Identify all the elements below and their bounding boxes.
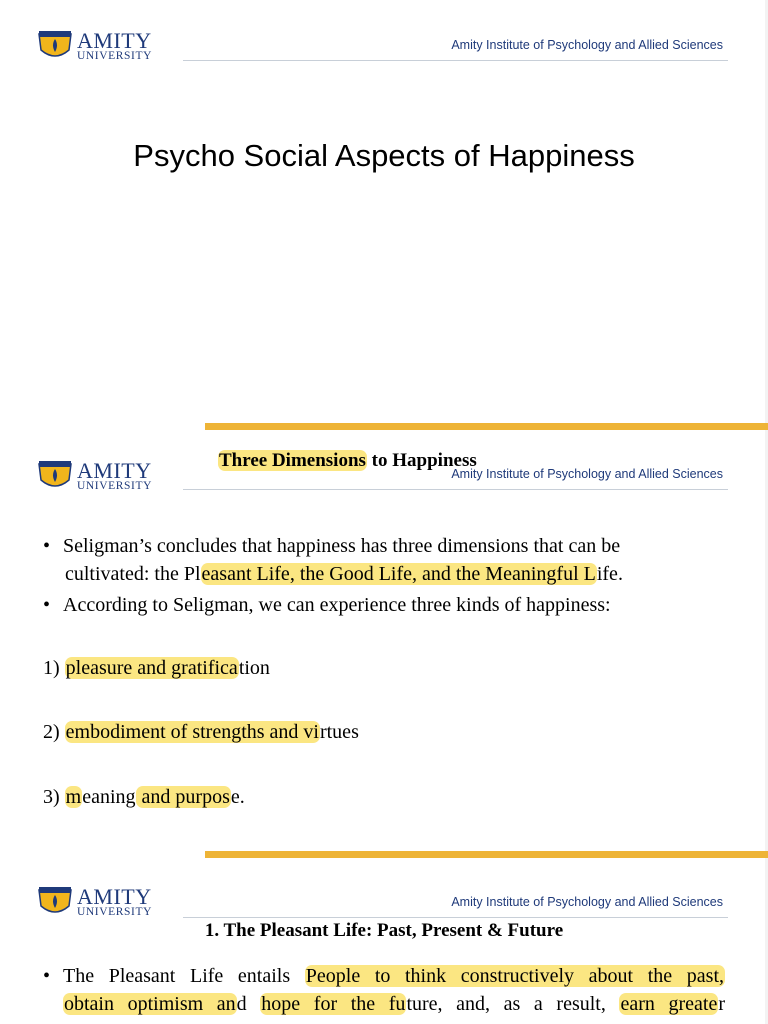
institute-name: Amity Institute of Psychology and Allied Sciences <box>451 467 723 481</box>
bullet-dot: • <box>43 594 51 616</box>
slide-heading: 1. The Pleasant Life: Past, Present & Future <box>204 920 564 941</box>
bullet-dot: • <box>43 535 51 557</box>
header-rule <box>183 60 728 61</box>
highlight: pleasure and gratifica <box>65 657 238 679</box>
slide-3 <box>0 858 768 1024</box>
list-item: 2) embodiment of strengths and virtues <box>43 721 359 743</box>
slide-1 <box>0 0 768 430</box>
slide-divider-bar <box>205 851 768 858</box>
highlight: embodiment of strengths and vi <box>65 721 319 743</box>
amity-logo <box>37 886 167 920</box>
highlight: and purpos <box>136 786 230 808</box>
institute-name: Amity Institute of Psychology and Allied Sciences <box>451 895 723 909</box>
bullet-line: Seligman’s concludes that happiness has three dimensions that can be <box>63 535 621 557</box>
bullet-line: The Pleasant Life entails People to think constructively about the past, <box>63 965 724 987</box>
list-item: 1) pleasure and gratification <box>43 657 270 679</box>
amity-emblem-icon <box>37 460 73 492</box>
bullet-item <box>43 532 703 588</box>
logo-subtitle: UNIVERSITY <box>77 906 152 918</box>
bullet-line: According to Seligman, we can experience three kinds of happiness: <box>63 594 611 616</box>
slide-heading <box>218 450 477 472</box>
slide-title: Psycho Social Aspects of Happiness <box>133 138 635 173</box>
logo-subtitle: UNIVERSITY <box>77 480 152 492</box>
list-item: 3) meaning and purpose. <box>43 786 245 808</box>
highlight: Three Dimensions <box>219 450 366 471</box>
bullet-item <box>43 962 725 1018</box>
highlight: obtain optimism an <box>64 993 236 1015</box>
amity-emblem-icon <box>37 30 73 62</box>
highlight: m <box>65 786 82 808</box>
logo-name: AMITY <box>77 884 152 909</box>
logo-subtitle: UNIVERSITY <box>77 50 152 62</box>
amity-logo <box>37 460 167 494</box>
bullet-item <box>43 591 703 619</box>
bullet-line: obtain optimism and hope for the future, and, as a result, earn greater <box>64 993 726 1015</box>
header-rule <box>183 489 728 490</box>
bullet-line: cultivated: the Pleasant Life, the Good Life, and the Meaningful Life. <box>65 563 623 585</box>
highlight: easant Life, the Good Life, and the Meaningful L <box>201 563 596 585</box>
highlight: earn greate <box>620 993 718 1015</box>
highlight: People to think constructively about the past, <box>305 965 724 987</box>
institute-name: Amity Institute of Psychology and Allied Sciences <box>451 38 723 52</box>
slide-divider-bar <box>205 423 768 430</box>
bullet-dot: • <box>43 965 51 987</box>
logo-name: AMITY <box>77 458 152 483</box>
heading-text: to Happiness <box>366 450 477 471</box>
amity-logo <box>37 30 167 64</box>
highlight: hope for the fu <box>261 993 406 1015</box>
amity-emblem-icon <box>37 886 73 918</box>
logo-name: AMITY <box>77 28 152 53</box>
header-rule <box>183 917 728 918</box>
slide-2 <box>0 430 768 858</box>
